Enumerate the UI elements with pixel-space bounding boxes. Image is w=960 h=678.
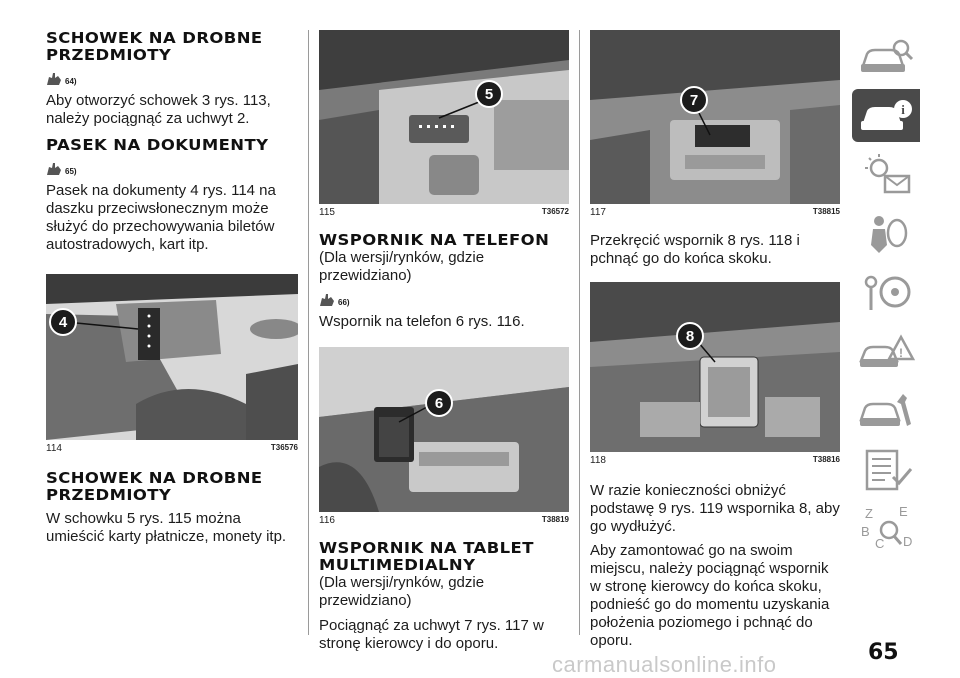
hand-note-icon bbox=[319, 292, 335, 307]
callout-badge: 8 bbox=[676, 322, 704, 350]
tablet-pull-illustration bbox=[590, 30, 840, 204]
figure-code: T38816 bbox=[812, 455, 840, 464]
paragraph: Pociągnąć za uchwyt 7 rys. 117 w stronę kierowcy i do oporu. bbox=[319, 617, 544, 652]
paragraph: Aby otworzyć schowek 3 rys. 113, należy pociągnąć za uchwyt 2. bbox=[46, 92, 271, 127]
car-breakdown-icon[interactable] bbox=[852, 325, 920, 378]
svg-text:!: ! bbox=[899, 345, 903, 360]
section-heading-storage-2: SCHOWEK NA DROBNE PRZEDMIOTY bbox=[46, 469, 263, 504]
figure-tablet-rotate bbox=[590, 282, 840, 452]
figure-code: T38815 bbox=[812, 207, 840, 216]
paragraph: W schowku 5 rys. 115 można umieścić karty płatnicze, monety itp. bbox=[46, 510, 287, 545]
callout-badge: 7 bbox=[680, 86, 708, 114]
availability-note: (Dla wersji/rynków, gdzie przewidziano) bbox=[319, 574, 485, 609]
index-letter: D bbox=[903, 533, 913, 549]
page-number: 65 bbox=[868, 640, 899, 665]
key-steering-icon[interactable] bbox=[852, 266, 920, 319]
section-heading-phone-holder: WSPORNIK NA TELEFON bbox=[319, 231, 550, 249]
figure-phone-holder bbox=[319, 347, 569, 512]
warning-note bbox=[319, 291, 569, 307]
column-3 bbox=[590, 30, 840, 650]
dash-storage-illustration bbox=[319, 30, 569, 204]
figure-code: T36576 bbox=[270, 443, 298, 452]
figure-number: 118 bbox=[590, 455, 606, 466]
paragraph: Przekręcić wspornik 8 rys. 118 i pchnąć go do końca skoku. bbox=[590, 232, 800, 267]
callout-badge: 4 bbox=[49, 308, 77, 336]
note-ref: 64) bbox=[65, 77, 77, 86]
warning-note bbox=[46, 70, 298, 86]
availability-note: (Dla wersji/rynków, gdzie przewidziano) bbox=[319, 249, 485, 284]
car-service-icon[interactable] bbox=[852, 384, 920, 437]
phone-holder-illustration bbox=[319, 347, 569, 512]
hand-note-icon bbox=[46, 71, 62, 86]
hand-note-icon bbox=[46, 161, 62, 176]
index-letter: B bbox=[861, 523, 870, 539]
figure-dash-storage bbox=[319, 30, 569, 204]
figure-number: 117 bbox=[590, 207, 606, 218]
car-info-icon[interactable] bbox=[852, 89, 920, 142]
index-alphabet-icon[interactable] bbox=[852, 502, 920, 555]
warning-note bbox=[46, 160, 298, 176]
index-letter: C bbox=[875, 535, 885, 551]
warning-lights-icon[interactable] bbox=[852, 148, 920, 201]
paragraph: Wspornik na telefon 6 rys. 116. bbox=[319, 313, 525, 330]
figure-number: 115 bbox=[319, 207, 335, 218]
column-2 bbox=[319, 30, 569, 653]
tablet-rotate-illustration bbox=[590, 282, 840, 452]
section-heading-storage: SCHOWEK NA DROBNE PRZEDMIOTY bbox=[46, 29, 263, 64]
specifications-list-icon[interactable] bbox=[852, 443, 920, 496]
paragraph: Aby zamontować go na swoim miejscu, należy pociągnąć wspornik w stronę kierowcy do końca skoku, podnieść go do momentu uzyskania położenia poziomego i pchnąć do oporu. bbox=[590, 542, 830, 649]
callout-badge: 5 bbox=[475, 80, 503, 108]
index-letter: Z bbox=[865, 505, 873, 521]
figure-caption bbox=[590, 452, 840, 466]
section-heading-tablet-holder: WSPORNIK NA TABLET MULTIMEDIALNY bbox=[319, 539, 534, 574]
figure-caption bbox=[319, 512, 569, 526]
figure-code: T38819 bbox=[541, 515, 569, 524]
index-letter: E bbox=[899, 503, 908, 519]
note-ref: 66) bbox=[338, 298, 350, 307]
figure-tablet-pull bbox=[590, 30, 840, 204]
paragraph: Pasek na dokumenty 4 rys. 114 na daszku przeciwsłonecznym może służyć do przechowywania biletów autostradowych, kart itp. bbox=[46, 182, 276, 253]
callout-badge: 6 bbox=[425, 389, 453, 417]
column-divider bbox=[308, 30, 309, 635]
svg-text:i: i bbox=[901, 101, 905, 117]
figure-caption bbox=[319, 204, 569, 218]
watermark: carmanualsonline.info bbox=[552, 652, 777, 677]
figure-number: 114 bbox=[46, 443, 62, 454]
chapter-sidebar bbox=[852, 30, 920, 561]
column-1 bbox=[46, 30, 298, 546]
section-heading-document-strap: PASEK NA DOKUMENTY bbox=[46, 136, 269, 154]
figure-sun-visor bbox=[46, 274, 298, 440]
paragraph: W razie konieczności obniżyć podstawę 9 rys. 119 wspornika 8, aby go wydłużyć. bbox=[590, 482, 840, 535]
figure-caption bbox=[590, 204, 840, 218]
figure-number: 116 bbox=[319, 515, 335, 526]
note-ref: 65) bbox=[65, 167, 77, 176]
figure-caption bbox=[46, 440, 298, 454]
safety-airbag-icon[interactable] bbox=[852, 207, 920, 260]
car-search-icon[interactable] bbox=[852, 30, 920, 83]
figure-code: T36572 bbox=[541, 207, 569, 216]
sun-visor-illustration bbox=[46, 274, 298, 440]
